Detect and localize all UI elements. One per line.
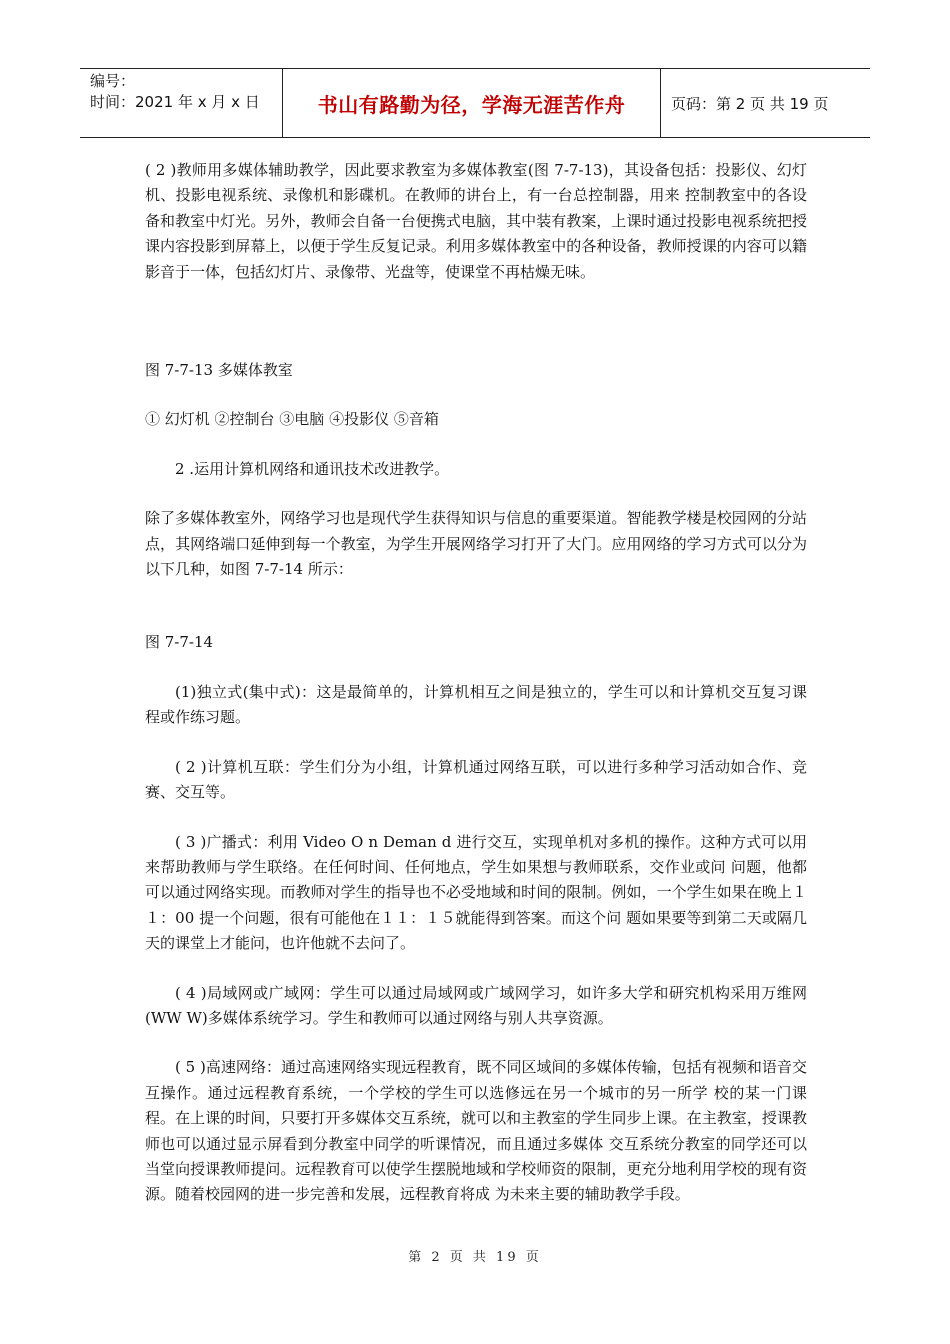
- spacer: [145, 731, 807, 755]
- document-body: [145, 158, 807, 1208]
- spacer: [145, 806, 807, 830]
- list-item-interconnected: ( 2 )计算机互联：学生们分为小组，计算机通过网络互联，可以进行多种学习活动如合作、竞赛、交互等。: [145, 757, 807, 802]
- header-page-info: 页码：第 2 页 共 19 页: [671, 94, 829, 113]
- header-motto: 书山有路勤为径，学海无涯苦作舟: [283, 69, 661, 137]
- document-date: 时间：2021 年 x 月 x 日: [90, 93, 260, 111]
- spacer: [145, 333, 807, 358]
- spacer: [145, 656, 807, 680]
- paragraph-network-learning: 除了多媒体教室外，网络学习也是现代学生获得知识与信息的重要渠道。智能教学楼是校园网的分站点，其网络端口延伸到每一个教室，为学生开展网络学习打开了大门。应用网络的学习方式可以分为以下几种，如图 7-7-14 所示：: [145, 509, 807, 579]
- spacer: [145, 1031, 807, 1055]
- spacer: [145, 285, 807, 333]
- spacer: [145, 383, 807, 407]
- document-number-label: 编号：: [90, 72, 136, 90]
- page-footer: 第 2 页 共 19 页: [408, 1250, 542, 1265]
- header-table: [80, 68, 870, 138]
- figure-caption-7-7-14: 图 7-7-14: [145, 633, 214, 652]
- list-item-high-speed-network: ( 5 )高速网络：通过高速网络实现远程教育，既不同区域间的多媒体传输，包括有视频和语音交互操作。通过远程教育系统，一个学校的学生可以选修远在另一个城市的另一所学 校的某一门课程。在上课的时间，只要打开多媒体交互系统，就可以和主教室的学生同步上课。在主教室，授课教师也可以通过显示屏看到分教室中同学的听课情况，而且通过多媒体 交互系统分教室的同学还可以当堂向授课教师提问。远程教育可以使学生摆脱地域和学校师资的限制，更充分地利用学校的现有资源。随着校园网的进一步完善和发展，远程教育将成 为未来主要的辅助教学手段。: [145, 1058, 807, 1204]
- paragraph-multimedia-classroom: ( 2 )教师用多媒体辅助教学，因此要求教室为多媒体教室(图 7-7-13)，其设备包括：投影仪、幻灯机、投影电视系统、录像机和影碟机。在教师的讲台上，有一台总控制器，用来 控制教室中的各设备和教室中灯光。另外，教师会自备一台便携式电脑，其中装有教案，上课时通过投影电视系统把授课内容投影到屏幕上，以便于学生反复记录。利用多媒体教室中的各种设备，教师授课的内容可以籍影音于一体，包括幻灯片、录像带、光盘等，使课堂不再枯燥无味。: [145, 161, 807, 281]
- figure-caption-7-7-13: 图 7-7-13 多媒体教室: [145, 361, 293, 380]
- list-item-lan-wan: ( 4 )局域网或广域网：学生可以通过局域网或广域网学习，如许多大学和研究机构采用万维网(WW W)多媒体系统学习。学生和教师可以通过网络与别人共享资源。: [145, 983, 807, 1027]
- section-heading-2: 2 .运用计算机网络和通讯技术改进教学。: [175, 459, 450, 478]
- header-meta-cell: [80, 69, 283, 137]
- spacer: [145, 482, 807, 506]
- list-item-standalone: (1)独立式(集中式)：这是最简单的，计算机相互之间是独立的，学生可以和计算机交互复习课程或作练习题。: [145, 682, 807, 727]
- figure-legend-7-7-13: ① 幻灯机 ②控制台 ③电脑 ④投影仪 ⑤音箱: [145, 410, 439, 429]
- list-item-broadcast: ( 3 )广播式：利用 Video O n Deman d 进行交互，实现单机对多机的操作。这种方式可以用来帮助教师与学生联络。在任何时间、任何地点，学生如果想与教师联系，交作业或问 问题，他都可以通过网络实现。而教师对学生的指导也不必受地域和时间的限制。例如，一个学生如果在晚上１１：00 提一个问题，很有可能他在１１：１５就能得到答案。而这个问 题如果要等到第二天或隔几天的课堂上才能问，也许他就不去问了。: [145, 832, 807, 953]
- spacer: [145, 957, 807, 981]
- spacer: [145, 582, 807, 630]
- spacer: [145, 433, 807, 457]
